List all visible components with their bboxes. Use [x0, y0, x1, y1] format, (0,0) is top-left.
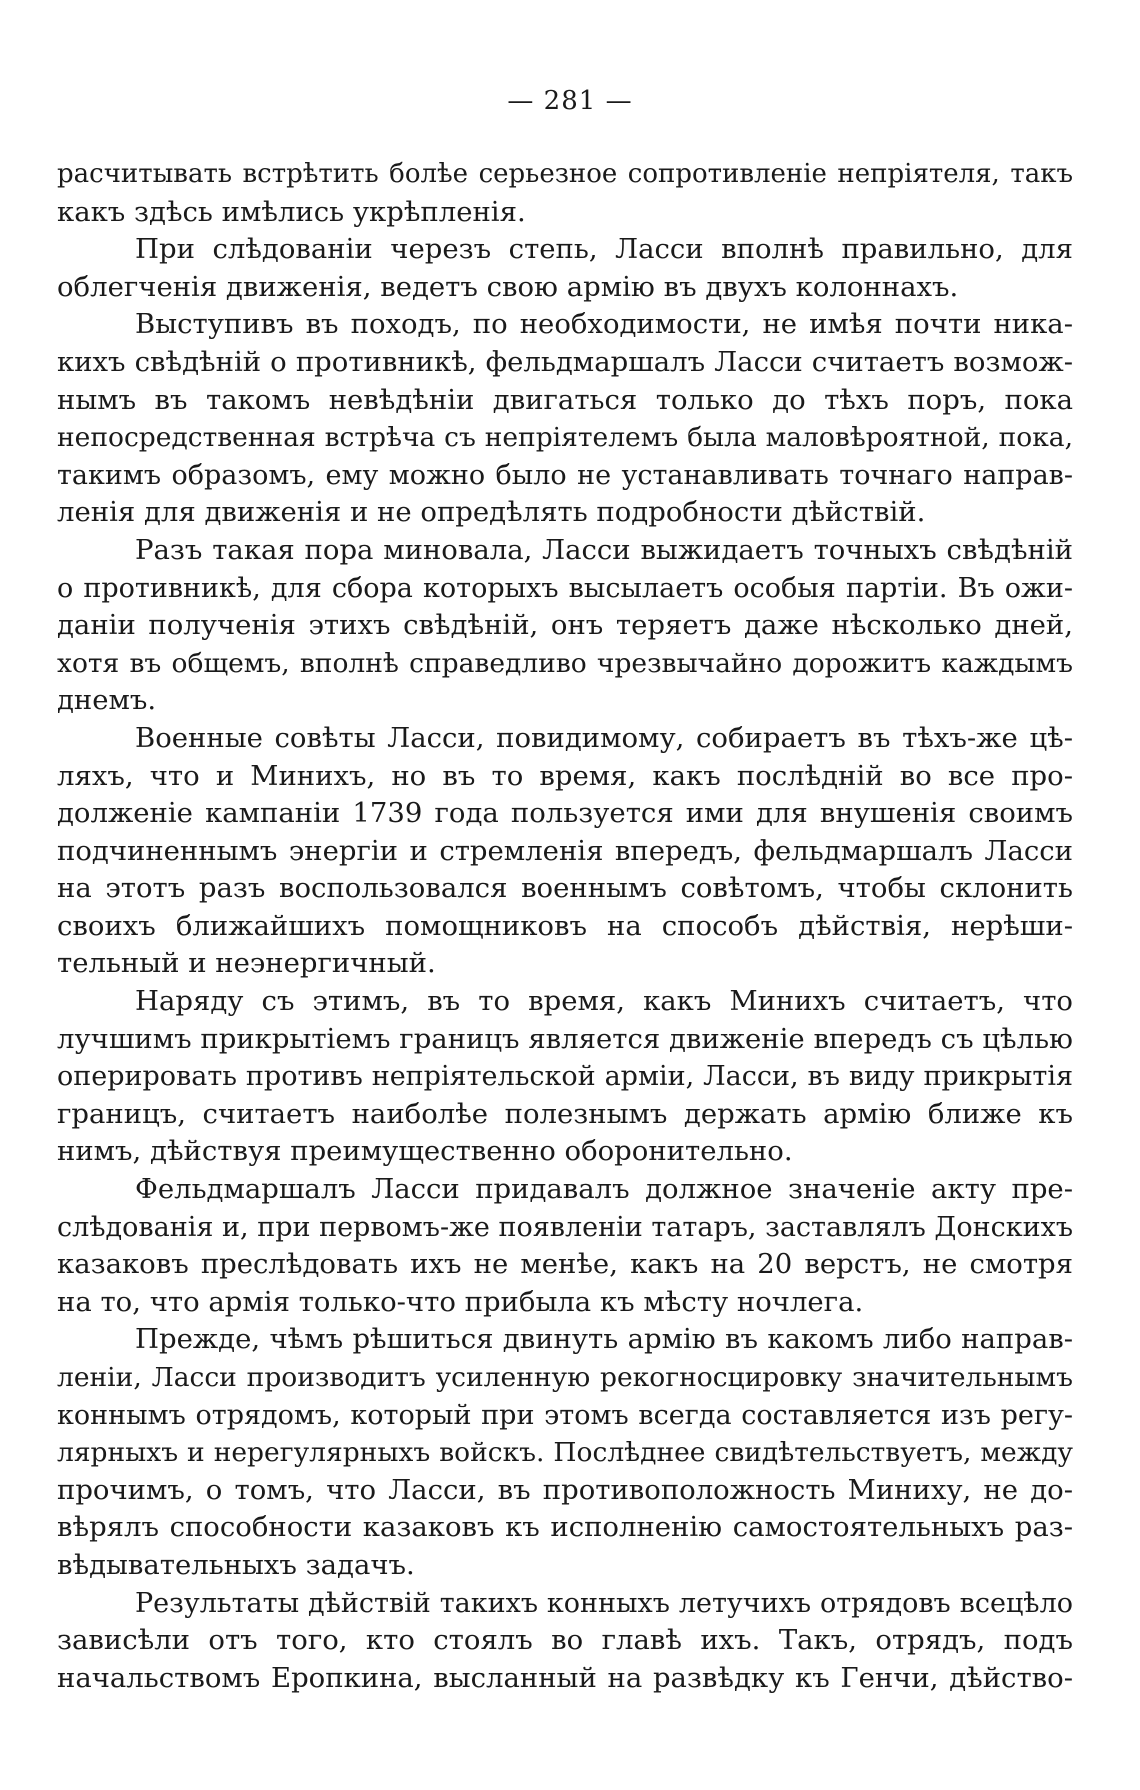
text-line: границъ, считаетъ наиболѣе полезнымъ держать армію ближе къ: [57, 1097, 1073, 1130]
text-line: лярныхъ и нерегулярныхъ войскъ. Послѣднее свидѣтельствуетъ, между: [57, 1437, 1073, 1469]
text-line: даніи полученія этихъ свѣдѣній, онъ теряетъ даже нѣсколько дней,: [57, 609, 1073, 642]
text-line: Военные совѣты Ласси, повидимому, собираетъ въ тѣхъ-же цѣ-: [135, 721, 1073, 754]
text-line: на этотъ разъ воспользовался военнымъ совѣтомъ, чтобы склонить: [57, 872, 1073, 905]
text-line: днемъ.: [57, 684, 157, 717]
text-line: кихъ свѣдѣній о противникѣ, фельдмаршалъ Ласси считаетъ возмож-: [57, 345, 1073, 378]
text-line: При слѣдованіи черезъ степь, Ласси вполнѣ правильно, для: [135, 233, 1073, 266]
text-line: коннымъ отрядомъ, который при этомъ всегда составляется изъ регу-: [57, 1399, 1073, 1431]
text-line: о противникѣ, для сбора которыхъ высылаетъ особыя партіи. Въ ожи-: [57, 572, 1073, 604]
text-line: тельный и неэнергичный.: [57, 947, 436, 980]
text-line: Прежде, чѣмъ рѣшиться двинуть армію въ какомъ либо направ-: [135, 1323, 1073, 1356]
text-line: какъ здѣсь имѣлись укрѣпленія.: [57, 195, 526, 228]
text-line: ляхъ, что и Минихъ, но въ то время, какъ послѣдній во все про-: [57, 759, 1073, 792]
text-line: подчиненнымъ энергіи и стремленія впередъ, фельдмаршалъ Ласси: [57, 834, 1073, 867]
page-number: — 281 —: [507, 86, 633, 116]
text-line: Результаты дѣйствій такихъ конныхъ летучихъ отрядовъ всецѣло: [135, 1587, 1073, 1619]
text-line: казаковъ преслѣдовать ихъ не менѣе, какъ на 20 верстъ, не смотря: [57, 1248, 1073, 1281]
text-line: Фельдмаршалъ Ласси придавалъ должное значеніе акту пре-: [135, 1173, 1073, 1206]
text-line: Выступивъ въ походъ, по необходимости, не имѣя почти ника-: [135, 308, 1073, 341]
text-line: на то, что армія только-что прибыла къ мѣсту ночлега.: [57, 1285, 864, 1318]
text-line: такимъ образомъ, ему можно было не устанавливать точнаго направ-: [57, 459, 1073, 491]
text-line: слѣдованія и, при первомъ-же появленіи татаръ, заставлялъ Донскихъ: [57, 1211, 1073, 1243]
text-line: вѣдывательныхъ задачъ.: [57, 1548, 415, 1581]
text-line: нимъ, дѣйствуя преимущественно оборонительно.: [57, 1135, 793, 1168]
text-line: леніи, Ласси производитъ усиленную рекогносцировку значительнымъ: [57, 1362, 1073, 1393]
text-line: вѣрялъ способности казаковъ къ исполненію самостоятельныхъ раз-: [57, 1511, 1073, 1544]
text-line: Наряду съ этимъ, въ то время, какъ Минихъ считаетъ, что: [135, 985, 1073, 1018]
text-line: прочимъ, о томъ, что Ласси, въ противоположность Миниху, не до-: [57, 1473, 1073, 1506]
text-line: своихъ ближайшихъ помощниковъ на способъ дѣйствія, нерѣши-: [57, 909, 1073, 942]
text-line: зависѣли отъ того, кто стоялъ во главѣ ихъ. Такъ, отрядъ, подъ: [57, 1624, 1073, 1657]
text-line: хотя въ общемъ, вполнѣ справедливо чрезвычайно дорожитъ каждымъ: [57, 647, 1073, 679]
text-line: оперировать противъ непріятельской арміи, Ласси, въ виду прикрытія: [57, 1061, 1073, 1093]
body-text: [57, 156, 1073, 1697]
text-line: расчитывать встрѣтить болѣе серьезное сопротивленіе непріятеля, такъ: [57, 159, 1073, 189]
text-line: начальствомъ Еропкина, высланный на развѣдку къ Генчи, дѣйство-: [57, 1661, 1073, 1694]
text-line: Разъ такая пора миновала, Ласси выжидаетъ точныхъ свѣдѣній: [135, 533, 1073, 566]
text-line: облегченія движенія, ведетъ свою армію въ двухъ колоннахъ.: [57, 270, 959, 303]
text-line: долженіе кампаніи 1739 года пользуется ими для внушенія своимъ: [57, 797, 1073, 830]
text-line: непосредственная встрѣча съ непріятелемъ была маловѣроятной, пока,: [57, 422, 1073, 454]
text-line: лучшимъ прикрытіемъ границъ является движеніе впередъ съ цѣлью: [57, 1022, 1073, 1055]
text-line: ленія для движенія и не опредѣлять подробности дѣйствій.: [57, 496, 926, 529]
text-line: нымъ въ такомъ невѣдѣніи двигаться только до тѣхъ поръ, пока: [57, 383, 1073, 416]
